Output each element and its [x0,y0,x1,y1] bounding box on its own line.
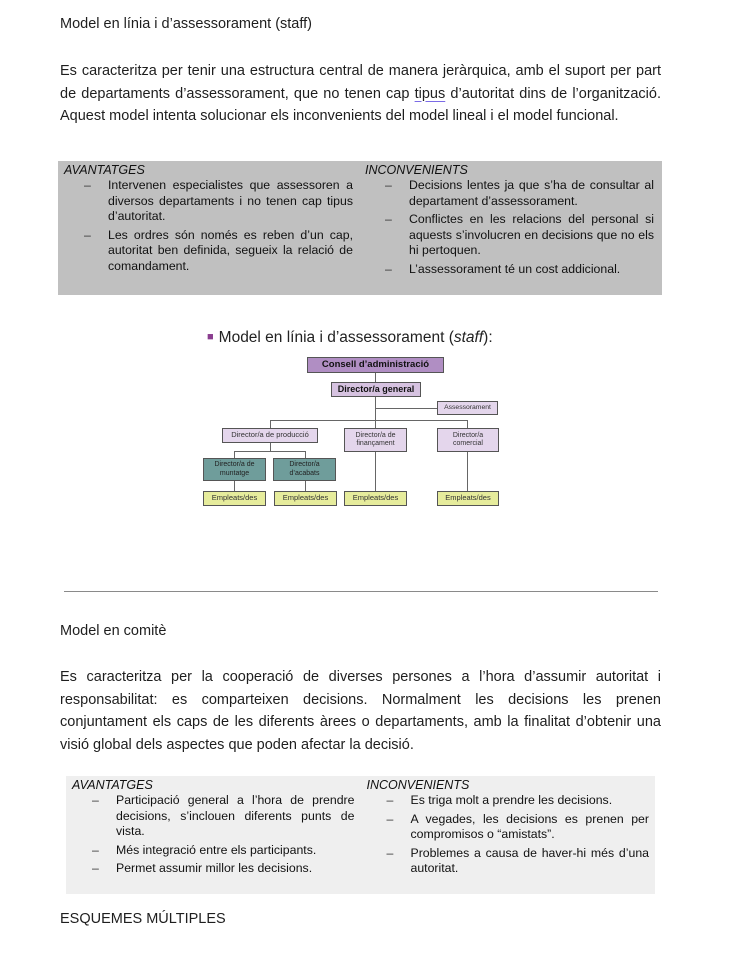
node-employees: Empleats/des [203,491,266,506]
paragraph-text-end: d’autoritat dins de l’organització. Aquest model intenta solucionar els inconvenients del model lineal i el model funcional. [60,85,661,124]
node-finishing-director: Director/a d’acabats [273,458,336,481]
connector-line [270,420,271,428]
staff-model-paragraph [60,60,661,128]
disadvantages-list [365,178,654,277]
advantage-item: – Intervenen especialistes que assessoren a diversos departaments i no tenen cap tipus d’autoritat. [84,178,353,225]
disadvantage-item: – Conflictes en les relacions del personal si aquests s’involucren en decisions que no els hi pertoquen. [385,212,654,259]
committee-pros-cons-table [66,776,655,894]
connector-line [467,420,468,428]
advantages-title: AVANTATGES [72,778,153,792]
connector-line [305,451,306,458]
disadvantage-item: – Decisions lentes ja que s’ha de consultar al departament d’assessorament. [385,178,654,209]
connector-line [234,451,235,458]
node-employees: Empleats/des [344,491,407,506]
advantages-list [64,178,353,274]
advantage-item: – Les ordres són només es reben d’un cap, autoritat ben definida, segueix la relació de comandament. [84,228,353,275]
connector-line [234,481,235,491]
connector-line [234,451,306,452]
node-production-director: Director/a de producció [222,428,318,443]
node-advisory: Assessorament [437,401,498,415]
paragraph-text-start: Es caracteritza per tenir una estructura central de manera jeràrquica, amb el suport per part de departaments d’assessorament, que no tenen cap [60,63,661,102]
connector-line [375,420,376,428]
node-assembly-director: Director/a de muntatge [203,458,266,481]
node-general-director: Director/a general [331,382,421,397]
org-chart-title: ■ Model en línia i d’assessorament (staff): [207,329,493,346]
connector-line [305,481,306,491]
connector-line [375,408,437,409]
staff-pros-cons-table [58,161,662,295]
disadvantages-list [367,793,650,877]
disadvantage-item: – A vegades, les decisions es prenen per compromisos o “amistats”. [387,812,650,843]
tipus-link[interactable]: tipus [414,85,446,102]
connector-line [467,452,468,491]
disadvantages-column [359,161,662,295]
connector-line [375,397,376,421]
connector-line [375,372,376,382]
advantages-column [58,161,359,295]
bullet-icon: ■ [207,331,214,343]
section-divider [64,591,658,592]
section-heading-committee-model: Model en comitè [60,623,167,639]
advantages-title: AVANTATGES [64,163,145,177]
node-board: Consell d’administració [307,357,444,373]
disadvantages-title: INCONVENIENTS [365,163,468,177]
advantage-item: – Permet assumir millor les decisions. [92,861,355,877]
disadvantages-column [361,776,656,894]
advantage-item: – Participació general a l’hora de prendre decisions, s’inclouen diferents punts de vista. [92,793,355,840]
node-employees: Empleats/des [274,491,337,506]
disadvantage-item: – Es triga molt a prendre les decisions. [387,793,650,809]
advantage-item: – Més integració entre els participants. [92,843,355,859]
connector-line [270,420,468,421]
disadvantage-item: – Problemes a causa de haver-hi més d’una autoritat. [387,846,650,877]
node-finance-director: Director/a de finançament [344,428,407,452]
disadvantages-title: INCONVENIENTS [366,778,470,792]
disadvantage-item: – L’assessorament té un cost addicional. [385,262,654,278]
connector-line [375,452,376,491]
section-heading-staff-model: Model en línia i d’assessorament (staff) [60,16,312,32]
section-heading-multiple-schemes: ESQUEMES MÚLTIPLES [60,911,226,927]
node-employees: Empleats/des [437,491,499,506]
advantages-list [72,793,355,877]
committee-model-paragraph: Es caracteritza per la cooperació de diverses persones a l’hora d’assumir autoritat i responsabilitat: es comparteixen decisions. Normalment les decisions les prenen conjuntament els caps de les diferents àrees o departaments, amb la finalitat d’obtenir una visió global dels aspectes que poden afectar la decisió. [60,669,661,753]
node-commercial-director: Director/a comercial [437,428,499,452]
advantages-column [66,776,361,894]
